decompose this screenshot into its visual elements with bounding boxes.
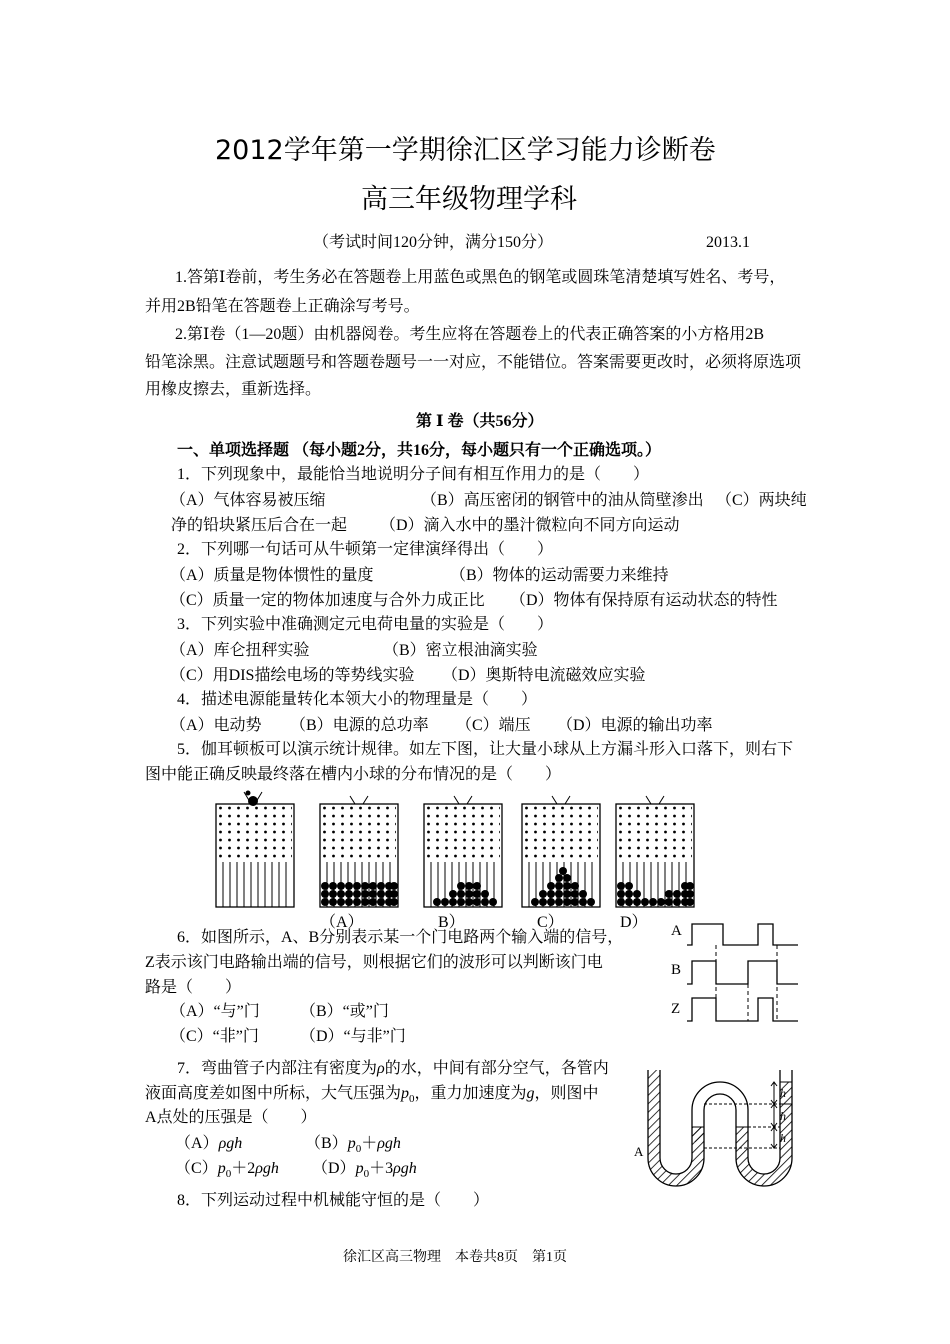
page-subtitle: 高三年级物理学科: [361, 184, 577, 215]
tube-inner-wall: [660, 1070, 780, 1174]
q2-option-d: （D）物体有保持原有运动状态的特性: [510, 592, 778, 609]
q3-option-a: （A）库仑扭秤实验: [170, 642, 310, 659]
q6-option-a: （A）“与”门: [170, 1003, 260, 1020]
galton-board-option-c: [522, 796, 600, 907]
q7-stem-line-1: 7．弯曲管子内部注有密度为ρ的水，中间有部分空气，各管内: [177, 1060, 609, 1077]
bent-tube-figure: [630, 1062, 800, 1188]
q5-stem-line-1: 5．伽耳顿板可以演示统计规律。如左下图，让大量小球从上方漏斗形入口落下，则右下: [177, 741, 794, 758]
q6-stem-line-1: 6．如图所示，A、B分别表示某一个门电路两个输入端的信号，: [177, 929, 624, 946]
q2-option-a: （A）质量是物体惯性的量度: [170, 567, 374, 584]
signal-label-z: Z: [671, 1001, 681, 1017]
h-label-top: h: [780, 1086, 786, 1100]
waveform-a: [687, 924, 798, 945]
q7-option-a: （A）ρgh: [175, 1135, 243, 1152]
h-label-bottom: h: [780, 1131, 786, 1145]
q6-option-c: （C）“非”门: [170, 1028, 259, 1045]
q3-option-c: （C）用DIS描绘电场的等势线实验: [170, 667, 415, 684]
signal-label-a: A: [671, 923, 682, 939]
q5-label-a: （A）: [320, 914, 364, 931]
exam-info: （考试时间120分钟，满分150分）: [313, 234, 554, 251]
galton-board-option-b: [424, 796, 502, 907]
q3-stem: 3．下列实验中准确测定元电荷电量的实验是（ ）: [177, 616, 554, 633]
instruction-2-line-2: 铅笔涂黑。注意试题题号和答题卷题号一一对应，不能错位。答案需要更改时，必须将原选项: [145, 354, 802, 371]
q7-stem-line-3: A点处的压强是（ ）: [145, 1109, 317, 1126]
logic-waveform-figure: [665, 915, 805, 1027]
instruction-2-line-1: 2.第Ⅰ卷（1—20题）由机器阅卷。考生应将在答题卷上的代表正确答案的小方格用2B: [175, 326, 764, 343]
q4-option-c: （C）端压: [456, 717, 531, 734]
q7-option-b: $(B)p_0+\rho gh$: [305, 1135, 401, 1156]
q1-option-b: （B）高压密闭的钢管中的油从筒壁渗出: [421, 492, 704, 509]
q6-option-d: （D）“与非”门: [300, 1028, 406, 1045]
tube-outer-wall: [648, 1070, 792, 1186]
q5-label-d: D）: [620, 914, 648, 931]
q8-stem: 8．下列运动过程中机械能守恒的是（ ）: [177, 1192, 490, 1209]
instruction-1-line-2: 并用2B铅笔在答题卷上正确涂写考号。: [145, 298, 420, 315]
q6-option-b: （B）“或”门: [300, 1003, 389, 1020]
q1-option-a: （A）气体容易被压缩: [170, 492, 326, 509]
point-a-label: A: [634, 1144, 644, 1159]
q6-stem-line-2: Z表示该门电路输出端的信号，则根据它们的波形可以判断该门电: [145, 954, 603, 971]
height-markers: [771, 1082, 777, 1148]
q2-option-c: （C）质量一定的物体加速度与合外力成正比: [170, 592, 485, 609]
q5-label-b: B）: [438, 914, 465, 931]
galton-board-option-a: [320, 796, 398, 907]
q4-option-d: （D）电源的输出功率: [557, 717, 713, 734]
q5-label-c: C）: [537, 914, 564, 931]
instruction-1-line-1: 1.答第Ⅰ卷前，考生务必在答题卷上用蓝色或黑色的钢笔或圆珠笔清楚填写姓名、考号，: [175, 269, 786, 286]
page-title: 2012学年第一学期徐汇区学习能力诊断卷: [215, 135, 716, 166]
galton-board-option-d: [616, 796, 694, 907]
q5-stem-line-2: 图中能正确反映最终落在槽内小球的分布情况的是（ ）: [145, 766, 562, 783]
section-1-heading: 一、单项选择题 （每小题2分，共16分，每小题只有一个正确选项。）: [177, 442, 662, 459]
part-1-heading: 第 Ⅰ 卷（共56分）: [416, 413, 544, 430]
q7-stem-line-2: 液面高度差如图中所标，大气压强为$p_0$，重力加速度为g，则图中: [145, 1085, 599, 1106]
q4-option-b: （B）电源的总功率: [290, 717, 429, 734]
galton-board-figure: [205, 786, 705, 916]
q3-option-d: （D）奥斯特电流磁效应实验: [442, 667, 646, 684]
exam-date: 2013.1: [706, 234, 750, 251]
q1-stem: 1．下列现象中，最能恰当地说明分子间有相互作用力的是（ ）: [177, 466, 650, 483]
instruction-2-line-3: 用橡皮擦去，重新选择。: [145, 381, 322, 398]
q6-stem-line-3: 路是（ ）: [145, 979, 242, 996]
q3-option-b: （B）密立根油滴实验: [383, 642, 538, 659]
q1-option-c-continued: 净的铅块紧压后合在一起: [171, 517, 348, 534]
waveform-b: [687, 961, 798, 984]
page-footer: 徐汇区高三物理 本卷共8页 第1页: [343, 1250, 567, 1265]
q7-option-c: $(C)p_0+2\rho gh$: [175, 1160, 279, 1181]
signal-label-b: B: [671, 962, 682, 978]
h-label-middle: h: [780, 1109, 786, 1123]
q4-stem: 4．描述电源能量转化本领大小的物理量是（ ）: [177, 691, 538, 708]
q7-option-d: $(D)p_0+3\rho gh$: [312, 1160, 417, 1181]
waveform-z: [687, 998, 798, 1021]
q2-stem: 2．下列哪一句话可从牛顿第一定律演绎得出（ ）: [177, 541, 554, 558]
q1-option-d: （D）滴入水中的墨汁微粒向不同方向运动: [380, 517, 680, 534]
q1-option-c: （C）两块纯: [716, 492, 807, 509]
q2-option-b: （B）物体的运动需要力来维持: [450, 567, 669, 584]
q4-option-a: （A）电动势: [170, 717, 262, 734]
galton-board-main: [216, 791, 294, 908]
